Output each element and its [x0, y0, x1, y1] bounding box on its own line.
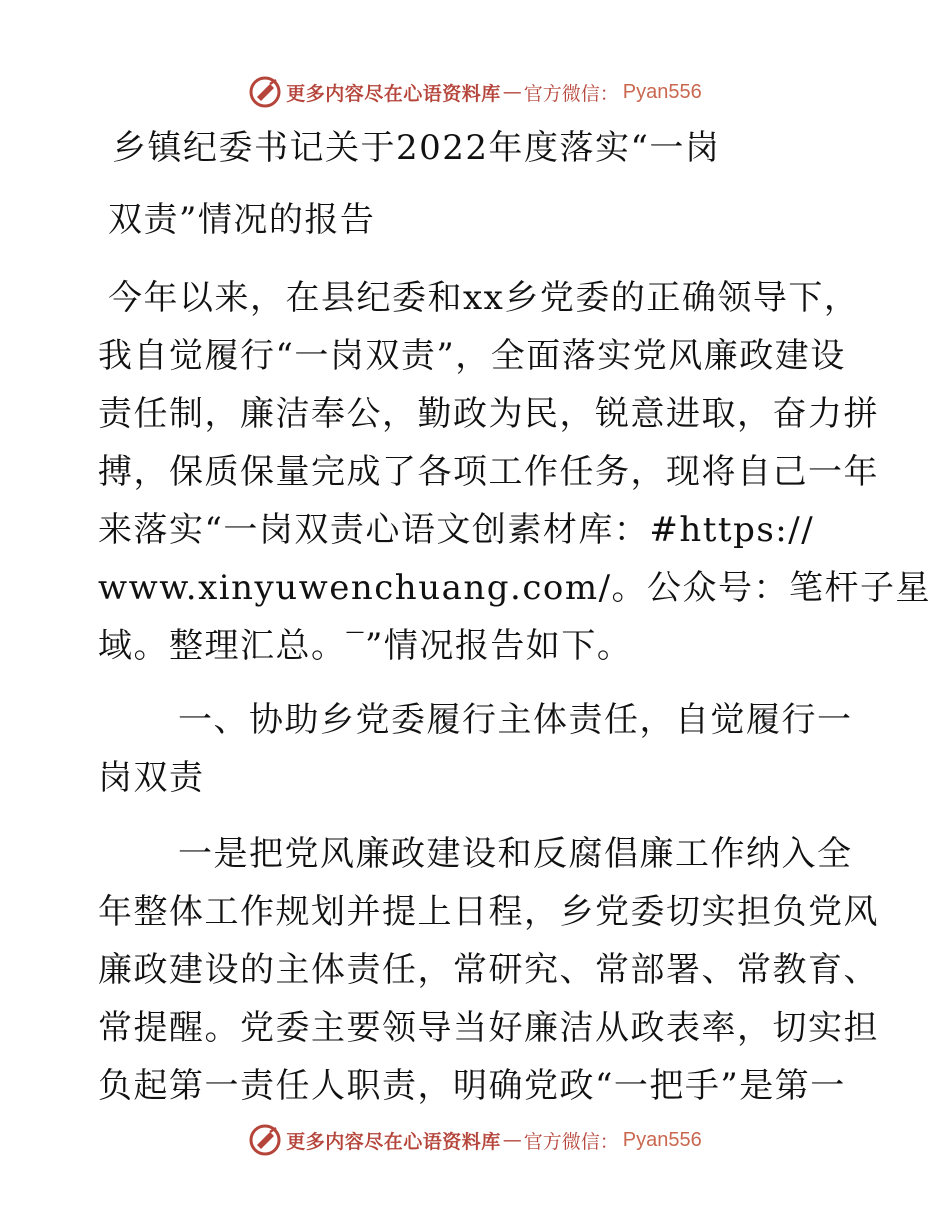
title-line: 双责”情况的报告 [108, 200, 376, 240]
brand-logo-icon [248, 1123, 282, 1157]
text-line: 负起第一责任人职责，明确党政“一把手”是第一 [98, 1066, 846, 1106]
heading-line: 一、协助乡党委履行主体责任，自觉履行一 [178, 700, 853, 740]
text-line: 搏，保质保量完成了各项工作任务，现将自己一年 [98, 452, 879, 492]
watermark-dash: — [502, 1129, 522, 1151]
text-line: 年整体工作规划并提上日程，乡党委切实担负党风 [98, 892, 879, 932]
text-line: www.xinyuwenchuang.com/。公众号：笔杆子星 [98, 568, 932, 608]
text-line: 常提醒。党委主要领导当好廉洁从政表率，切实担 [98, 1008, 879, 1048]
text-line: 廉政建设的主体责任，常研究、常部署、常教育、 [98, 950, 879, 990]
watermark-banner-bottom [0, 1120, 950, 1160]
text-line: 一是把党风廉政建设和反腐倡廉工作纳入全 [178, 834, 853, 874]
text-line: 来落实“一岗双责心语文创素材库：#https:// [98, 510, 815, 550]
text-line: 我自觉履行“一岗双责”，全面落实党风廉政建设 [98, 336, 846, 376]
watermark-wechat-label: 官方微信： [523, 82, 619, 105]
text-line: 今年以来，在县纪委和xx乡党委的正确领导下， [108, 278, 860, 318]
text-line: 域。整理汇总。‾”情况报告如下。 [98, 626, 633, 666]
watermark-wechat-id: Pyan556 [622, 80, 702, 103]
watermark-site-text: 更多内容尽在心语资料库 [286, 82, 501, 105]
watermark-dash: — [502, 81, 522, 103]
watermark-site-text: 更多内容尽在心语资料库 [286, 1130, 501, 1153]
watermark-wechat-id: Pyan556 [622, 1128, 702, 1151]
title-line: 乡镇纪委书记关于2022年度落实“一岗 [112, 128, 721, 168]
heading-line: 岗双责 [98, 758, 205, 798]
text-line: 责任制，廉洁奉公，勤政为民，锐意进取，奋力拼 [98, 394, 879, 434]
brand-logo-icon [248, 75, 282, 109]
watermark-banner-top [0, 72, 950, 112]
watermark-wechat-label: 官方微信： [523, 1130, 619, 1153]
